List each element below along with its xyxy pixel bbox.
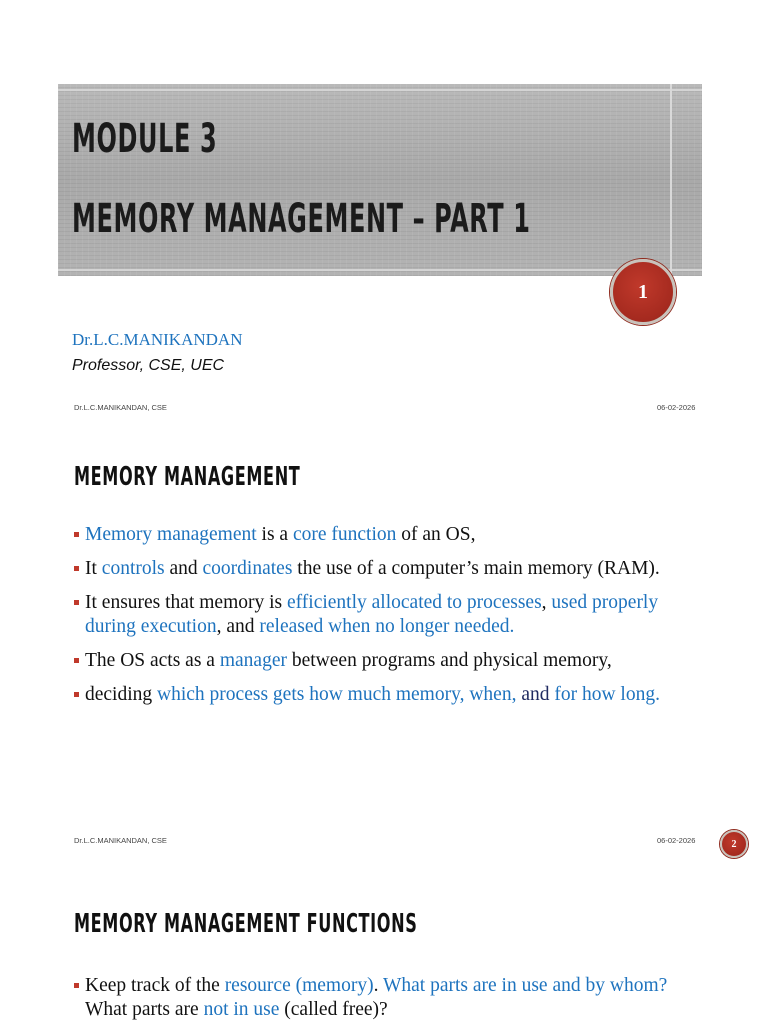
highlighted-text: controls [101, 558, 165, 579]
bullet-text: It ensures that memory is [85, 592, 287, 613]
footer-author: Dr.L.C.MANIKANDAN, CSE [74, 403, 167, 412]
bullet-text: . [373, 975, 383, 996]
highlighted-text: core function [292, 524, 397, 545]
bullet-text: the use of a computer’s main memory (RAM). [292, 558, 660, 579]
bullet-text: What parts are [85, 999, 204, 1020]
footer-date: 06-02-2026 [657, 836, 696, 845]
module-title: MODULE 3 [72, 116, 218, 162]
footer-date: 06-02-2026 [657, 403, 696, 412]
author-name: Dr.L.C.MANIKANDAN [72, 330, 243, 349]
bullet-item [74, 523, 704, 547]
bullet-text: (called free)? [279, 999, 388, 1020]
highlighted-text: for how long. [554, 684, 660, 705]
bullet-text: , [541, 592, 552, 613]
bullet-text: between programs and physical memory, [286, 650, 612, 671]
bullet-text: is a [256, 524, 293, 545]
bullet-text: , and [216, 616, 260, 637]
bullet-text: It [85, 558, 102, 579]
highlighted-text: What parts are in use and by whom? [382, 975, 668, 996]
bullet-item [74, 591, 704, 639]
bullet-text: and [164, 558, 203, 579]
bullet-item [74, 557, 704, 581]
highlighted-text: coordinates [202, 558, 293, 579]
highlighted-text: released when no longer needed. [259, 616, 515, 637]
bullet-list [74, 974, 704, 1024]
highlighted-text: which process gets how much memory, when, [157, 684, 517, 705]
bullet-text: and [516, 684, 550, 705]
presentation-title: MEMORY MANAGEMENT – PART 1 [72, 196, 531, 242]
bullet-list [74, 523, 704, 717]
bullet-item [74, 683, 704, 707]
banner-bottom-rule [58, 269, 702, 271]
bullet-text: deciding [85, 684, 158, 705]
content-slide-2 [0, 432, 768, 864]
slide-number-badge: 1 [610, 259, 676, 325]
banner-side-rule [670, 84, 672, 276]
slide-number-badge: 2 [720, 830, 748, 858]
highlighted-text: Memory management [85, 524, 257, 545]
author-role: Professor, CSE, UEC [72, 357, 225, 374]
content-slide-3 [0, 864, 768, 1024]
banner-top-rule [58, 89, 702, 91]
bullet-text: The OS acts as a [85, 650, 220, 671]
highlighted-text: efficiently allocated to processes [287, 592, 542, 613]
bullet-text: of an OS, [396, 524, 476, 545]
title-banner [58, 84, 702, 276]
title-slide [0, 0, 768, 432]
bullet-item [74, 649, 704, 673]
footer-author: Dr.L.C.MANIKANDAN, CSE [74, 836, 167, 845]
slide-heading: MEMORY MANAGEMENT FUNCTIONS [74, 909, 418, 939]
highlighted-text: not in use [203, 999, 280, 1020]
highlighted-text: resource (memory) [224, 975, 374, 996]
slide-heading: MEMORY MANAGEMENT [74, 462, 301, 492]
highlighted-text: used properly during execution [85, 592, 659, 637]
highlighted-text: manager [219, 650, 287, 671]
bullet-item [74, 974, 704, 1022]
bullet-text: Keep track of the [85, 975, 225, 996]
